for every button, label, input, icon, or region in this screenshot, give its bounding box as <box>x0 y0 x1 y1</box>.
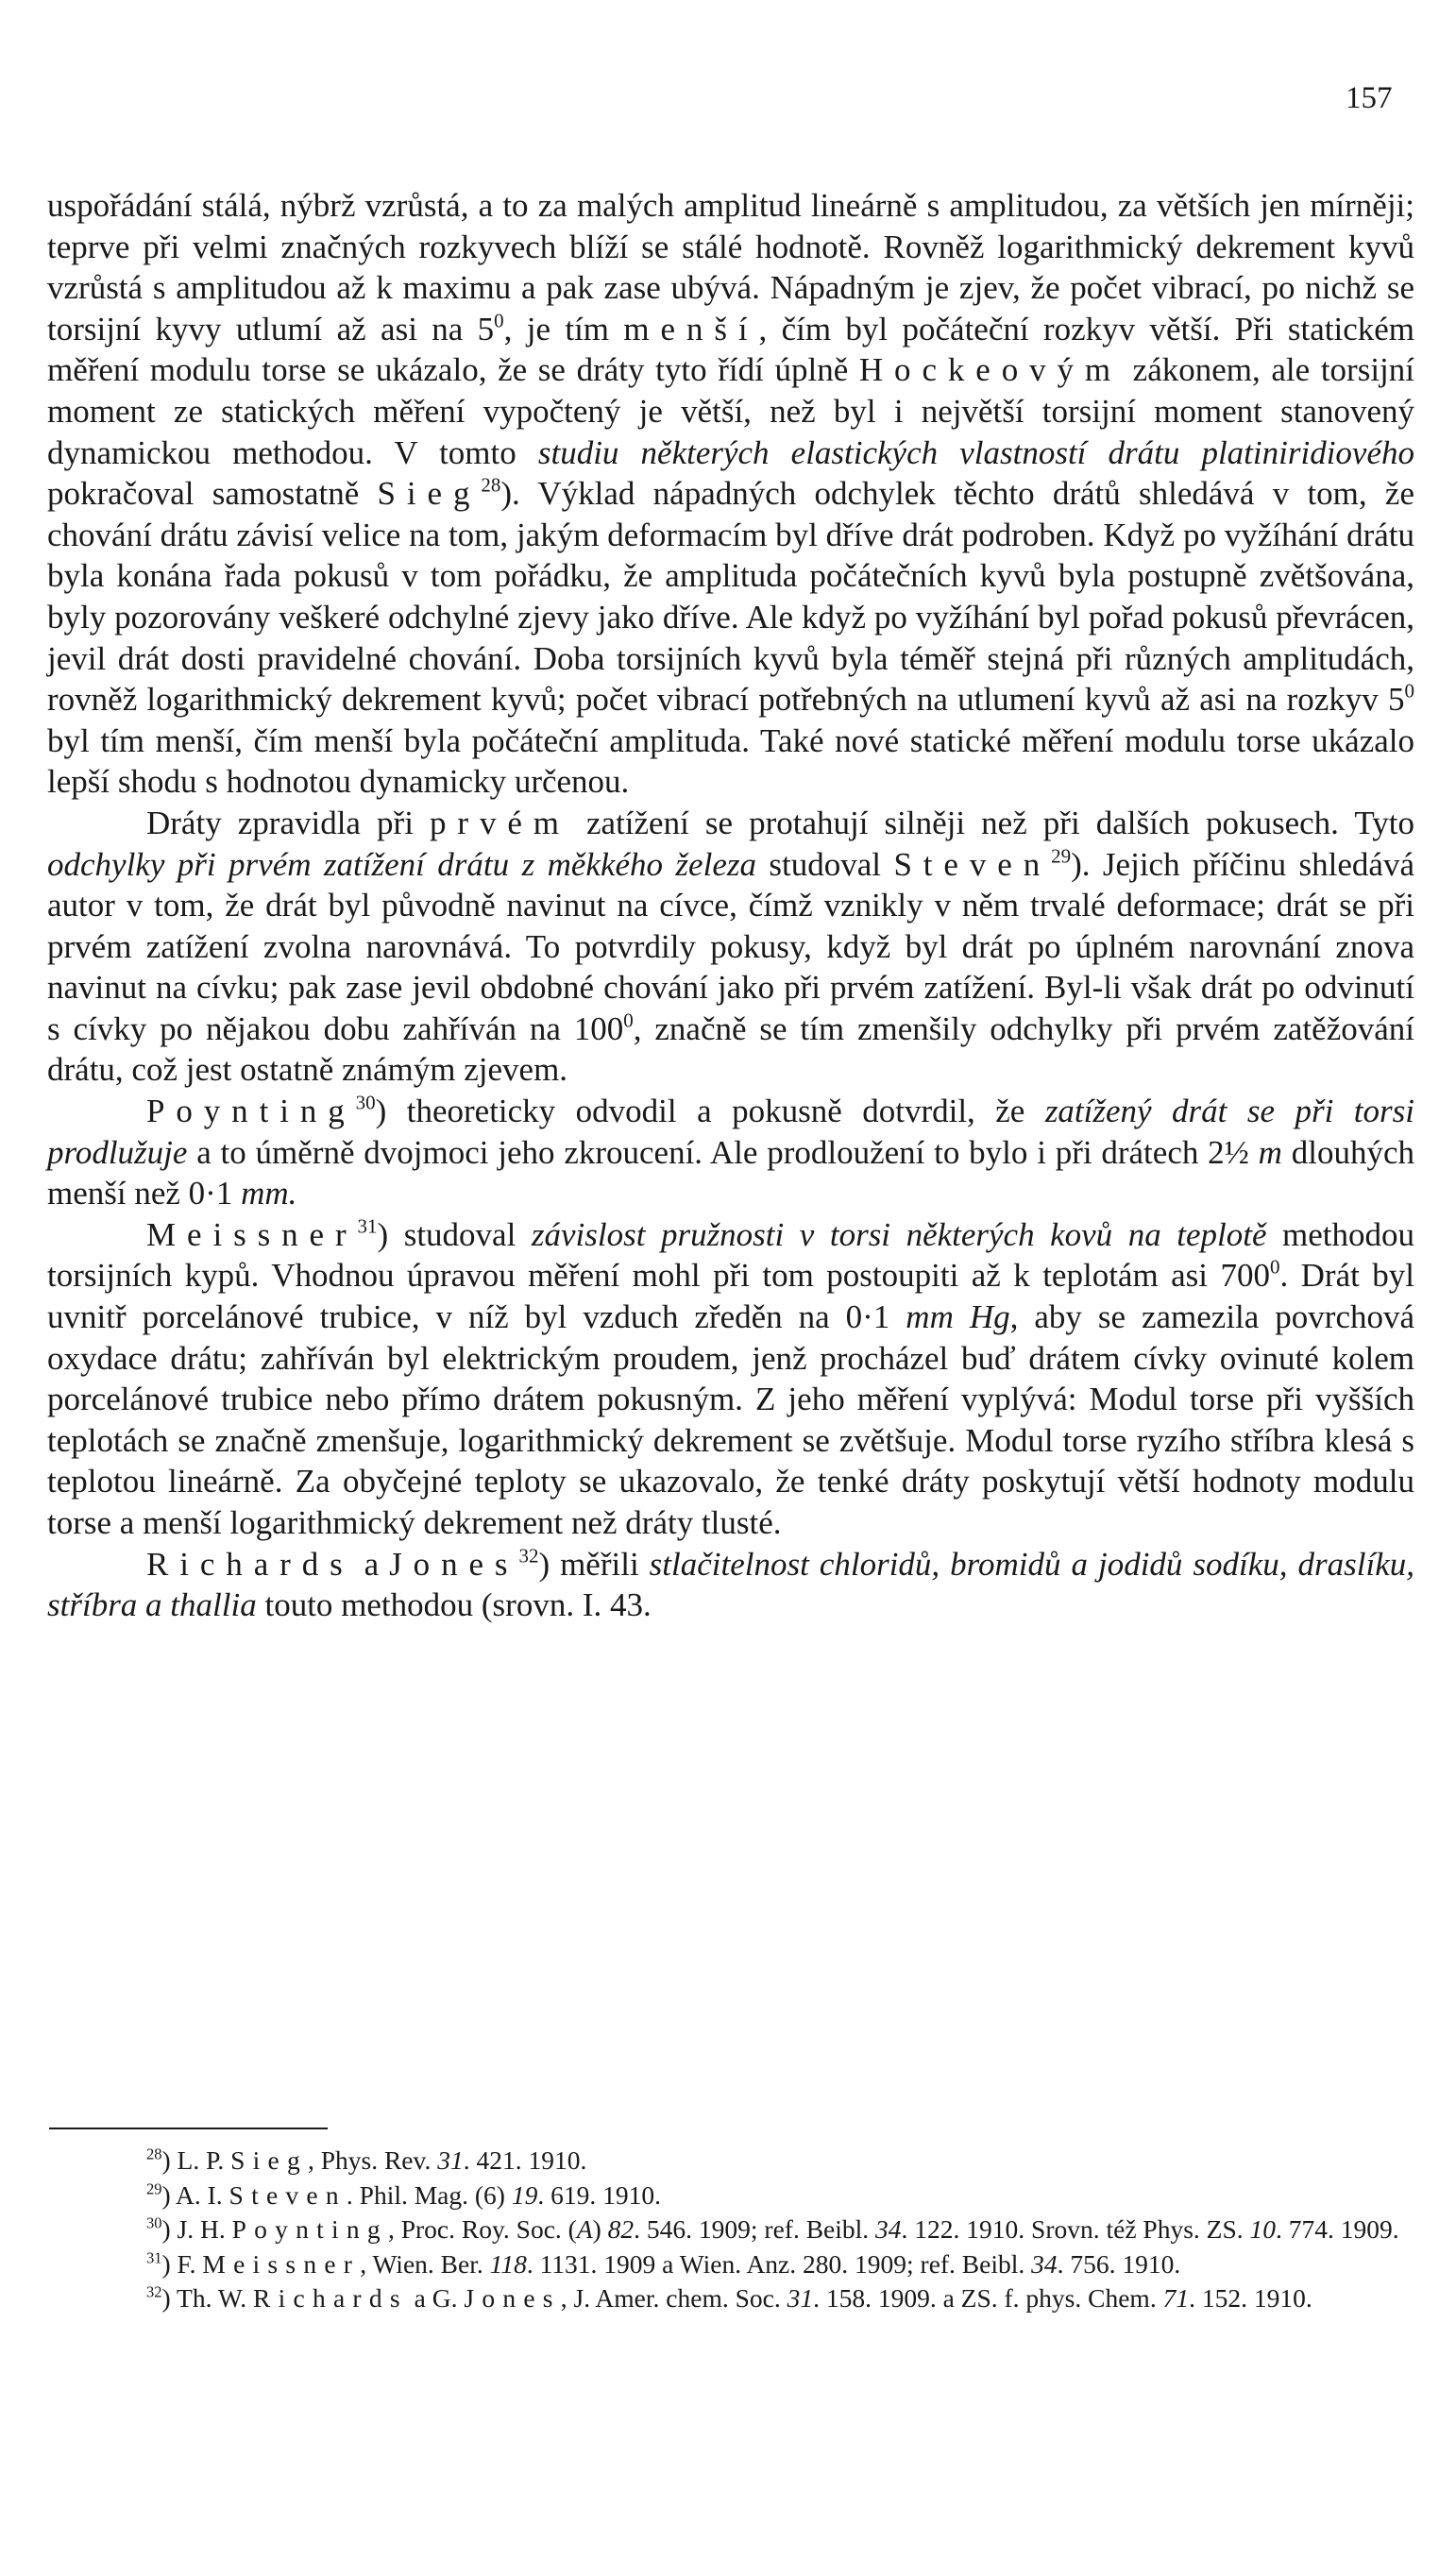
footnote-text: 118 <box>489 2248 527 2279</box>
paragraph-text: odchylky při prvém zatížení drátu z měkkého železa <box>47 845 756 883</box>
footnote-text: 71 <box>1162 2283 1190 2313</box>
paragraph-text: 29 <box>1051 843 1072 867</box>
paragraph-text: 0 <box>1404 679 1414 703</box>
footnote-text: Jones <box>464 2283 561 2313</box>
footnote-text: ) F. <box>161 2248 203 2279</box>
paragraph-text: ) měřili <box>538 1545 650 1583</box>
paragraph-text: Dráty zpravidla při <box>146 804 430 841</box>
paragraph-text: Jones <box>389 1545 519 1583</box>
footnote-5 <box>47 2281 1416 2316</box>
paragraph-text: zákonem, ale torsijní moment ze statických měření vypočtený je větší, než byl i největší torsijní moment stanovený dynamickou methodou. V tomto <box>47 351 1415 471</box>
footnote-text: . 152. 1910. <box>1189 2283 1312 2313</box>
paragraph-text: 0 <box>1269 1255 1280 1279</box>
footnote-text: Sieg <box>230 2145 308 2175</box>
paragraph-text: uspořádání stálá, nýbrž vzrůstá, a to za malých amplitud lineárně s amplitudou, za větších jen mírněji; teprve při velmi značných rozkyvech blíží se stálé hodnotě. Rovněž logarithmický dekrement kyvů vzrůstá s amplitudou až k maximu a pak zase ubývá. Nápadným je zjev, že počet vibrací, po nichž se torsijní kyvy utlumí až asi na 5 <box>47 187 1414 348</box>
paragraph-text: ). Výklad nápadných odchylek těchto drátů shledává v tom, že chování drátu závisí velice na tom, jakým deformacím byl dříve drát podroben. Když po vyžíhání drátu byla konána řada pokusů v tom pořádku, že amplituda počátečních kyvů byla postupně zvětšována, byly pozorovány veškeré odchylné zjevy jako dříve. Ale když po vyžíhání byl pořad pokusů převrácen, jevil drát dosti pravidelné chování. Doba torsijních kyvů byla téměř stejná při různých amplitudách, rovněž logarithmický dekrement kyvů; počet vibrací potřebných na utlumení kyvů až asi na rozkyv 5 <box>47 475 1414 719</box>
footnote-text: 30 <box>146 2213 162 2232</box>
paragraph-text: studiu některých elastických vlastností drátu platiniridiového <box>537 433 1414 471</box>
paragraph-text: dlouhých menší než 0·1 <box>47 1133 1414 1212</box>
footnote-text: . 546. 1909; ref. Beibl. <box>634 2214 876 2244</box>
paragraph-text: prvém <box>430 804 570 841</box>
footnote-2 <box>47 2179 1416 2213</box>
footnote-text: . 122. 1910. Srovn. též Phys. ZS. <box>901 2214 1250 2244</box>
footnote-1 <box>47 2144 1416 2179</box>
footnote-text: 82 <box>607 2214 635 2244</box>
paragraph-text: mm. <box>241 1175 297 1212</box>
paragraph-text: 0 <box>623 1009 634 1032</box>
footnote-text: 32 <box>146 2282 162 2301</box>
paragraph-text: a to úměrně dvojmoci jeho zkroucení. Ale prodloužení to bylo i při drátech 2½ <box>187 1133 1259 1171</box>
paragraph-text: mm Hg <box>906 1298 1010 1336</box>
footnote-divider <box>49 2128 328 2129</box>
footnote-text: 31 <box>437 2145 464 2175</box>
footnote-text: a G. <box>407 2283 465 2313</box>
paragraph-1 <box>47 185 1414 803</box>
paragraph-text: m <box>1258 1133 1282 1171</box>
paragraph-text: , značně se tím zmenšily odchylky při prvém zatěžování drátu, což jest ostatně známým zjevem. <box>47 1009 1414 1089</box>
page-number: 157 <box>1346 81 1393 115</box>
footnote-text: . 619. 1910. <box>537 2179 661 2210</box>
footnote-text: . 756. 1910. <box>1057 2248 1181 2279</box>
footnote-text: 34 <box>1031 2248 1058 2279</box>
footnote-text: Poynting <box>231 2214 388 2244</box>
paragraph-text: ) theoreticky odvodil a pokusně dotvrdil, že <box>375 1093 1045 1130</box>
footnote-text: ) <box>592 2214 608 2244</box>
paragraph-text: , aby se zamezila povrchová oxydace drátu; zahříván byl elektrickým proudem, jenž procházel buď drátem cívky ovinuté kolem porcelánové trubice nebo přímo drátem pokusným. Z jeho měření vyplývá: Modul torse při vyšších teplotách se značně zmenšuje, logarithmický dekrement se zvětšuje. Modul torse ryzího stříbra klesá s teplotou lineárně. Za obyčejné teploty se ukazovalo, že tenké dráty poskytují větší hodnoty modulu torse a menší logarithmický dekrement než dráty tlusté. <box>47 1298 1415 1541</box>
paragraph-text: studoval <box>755 845 894 883</box>
footnote-text: 28 <box>146 2145 162 2163</box>
paragraph-text: , je tím <box>503 310 624 348</box>
footnote-text: Steven <box>229 2179 347 2210</box>
paragraph-text: stlačitelnost chloridů, bromidů a jodidů sodíku, draslíku, stříbra a thallia <box>47 1545 1414 1624</box>
paragraph-text: Sieg <box>377 475 482 513</box>
paragraph-5 <box>47 1544 1414 1626</box>
footnote-text: ) J. H. <box>161 2214 232 2244</box>
paragraph-text: Hockeovým <box>858 351 1123 389</box>
paragraph-text: Meissner <box>146 1215 358 1253</box>
paragraph-text: a <box>353 1545 390 1583</box>
footnote-text: ) Th. W. <box>161 2283 254 2313</box>
footnote-text: ) L. P. <box>161 2145 231 2175</box>
paragraph-text: 30 <box>355 1091 376 1114</box>
footnote-text: . 421. 1910. <box>463 2145 587 2175</box>
footnote-text: , Phys. Rev. <box>307 2145 438 2175</box>
paragraph-text: Poynting <box>146 1093 356 1130</box>
footnote-text: ) A. I. <box>161 2179 229 2210</box>
paragraph-text: ) studoval <box>377 1215 532 1253</box>
footnote-text: Meissner <box>202 2248 361 2279</box>
footnote-text: 29 <box>146 2179 162 2197</box>
paragraph-text: 28 <box>481 473 501 497</box>
paragraph-text: methodou torsijních kypů. Vhodnou úpravou měření mohl při tom postoupiti až k teplotám asi 700 <box>47 1215 1414 1295</box>
paragraph-2 <box>47 803 1414 1091</box>
paragraph-text: zatížený drát se při torsi prodlužuje <box>47 1093 1414 1171</box>
footnote-text: 19 <box>511 2179 538 2210</box>
footnote-text: Richards <box>253 2283 408 2313</box>
footnote-3 <box>47 2212 1416 2247</box>
paragraph-4 <box>47 1214 1414 1544</box>
paragraph-text: zatížení se protahují silněji než při dalších pokusech. Tyto <box>569 804 1415 841</box>
paragraph-text: Steven <box>893 845 1052 883</box>
paragraph-text: byl tím menší, čím menší byla počáteční amplituda. Také nové statické měření modulu torse ukázalo lepší shodu s hodnotou dynamicky určenou. <box>47 721 1414 801</box>
paragraph-text: touto methodou (srovn. I. 43. <box>256 1586 652 1624</box>
footnote-text: 31 <box>787 2283 814 2313</box>
footnote-text: , Proc. Roy. Soc. ( <box>387 2214 577 2244</box>
footnote-text: . 158. 1909. a ZS. f. phys. Chem. <box>813 2283 1163 2313</box>
paragraph-text: ). Jejich příčinu shledává autor v tom, že drát byl původně navinut na cívce, čímž vznikly v něm trvalé deformace; drát se při prvém zatížení zvolna narovnává. To potvrdily pokusy, když byl drát po úplném narovnání znova navinut na cívku; pak zase jevil obdobné chování jako při prvém zatížení. Byl-li však drát po odvinutí s cívky po nějakou dobu zahříván na 100 <box>47 845 1414 1047</box>
paragraph-text: , čím byl počáteční rozkyv větší. Při statickém měření modulu torse se ukázalo, že se dráty tyto řídí úplně <box>47 310 1414 389</box>
footnote-text: 10 <box>1249 2214 1277 2244</box>
footnote-text: 34 <box>875 2214 902 2244</box>
paragraph-text: . Drát byl uvnitř porcelánové trubice, v níž byl vzduch zředěn na 0·1 <box>47 1257 1415 1336</box>
paragraph-3 <box>47 1091 1414 1214</box>
paragraph-text: závislost pružnosti v torsi některých kovů na teplotě <box>531 1215 1267 1253</box>
paragraph-text: 31 <box>357 1214 378 1238</box>
footnote-text: 31 <box>146 2247 162 2266</box>
footnote-text: , J. Amer. chem. Soc. <box>560 2283 787 2313</box>
footnotes <box>47 2144 1416 2316</box>
body-text <box>47 185 1414 1626</box>
paragraph-text: 32 <box>518 1543 539 1567</box>
paragraph-text: Richards <box>146 1545 354 1583</box>
footnote-text: , Wien. Ber. <box>360 2248 490 2279</box>
footnote-text: . 1131. 1909 a Wien. Anz. 280. 1909; ref. Beibl. <box>526 2248 1032 2279</box>
footnote-4 <box>47 2247 1416 2282</box>
footnote-text: . 774. 1909. <box>1276 2214 1399 2244</box>
footnote-text: A <box>576 2214 593 2244</box>
paragraph-text: menší <box>623 310 759 348</box>
footnote-text: . Phil. Mag. (6) <box>346 2179 512 2210</box>
paragraph-text: pokračoval samostatně <box>47 475 378 513</box>
paragraph-text: 0 <box>494 309 504 332</box>
